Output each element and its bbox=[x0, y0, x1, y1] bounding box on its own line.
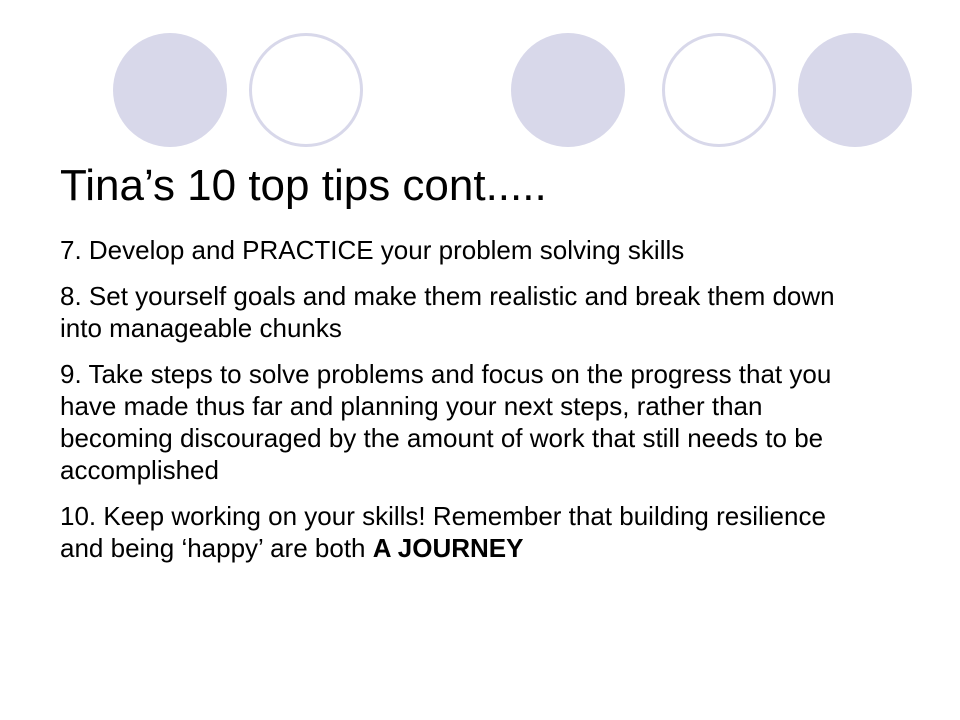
tip-text: 8. Set yourself goals and make them realistic and break them down into manageable chunks bbox=[60, 281, 835, 343]
decorative-circle-filled bbox=[798, 33, 912, 147]
tip-text: 9. Take steps to solve problems and focus on the progress that you have made thus far and planning your next steps, rather than becoming discouraged by the amount of work that still needs to be accomplished bbox=[60, 359, 832, 485]
tip-item bbox=[60, 358, 860, 486]
decorative-circle-filled bbox=[511, 33, 625, 147]
decorative-circle-outline bbox=[662, 33, 776, 147]
slide-title: Tina’s 10 top tips cont..... bbox=[60, 161, 547, 210]
tip-item bbox=[60, 234, 860, 266]
tip-emphasis: A JOURNEY bbox=[372, 533, 524, 563]
tip-text: 7. Develop and PRACTICE your problem solving skills bbox=[60, 235, 685, 265]
tip-item bbox=[60, 500, 860, 564]
decorative-circle-filled bbox=[113, 33, 227, 147]
tips-list bbox=[60, 234, 860, 578]
tip-item bbox=[60, 280, 860, 344]
tip-text: 10. Keep working on your skills! Remember that building resilience and being ‘happy’ are both bbox=[60, 501, 826, 563]
decorative-circle-outline bbox=[249, 33, 363, 147]
